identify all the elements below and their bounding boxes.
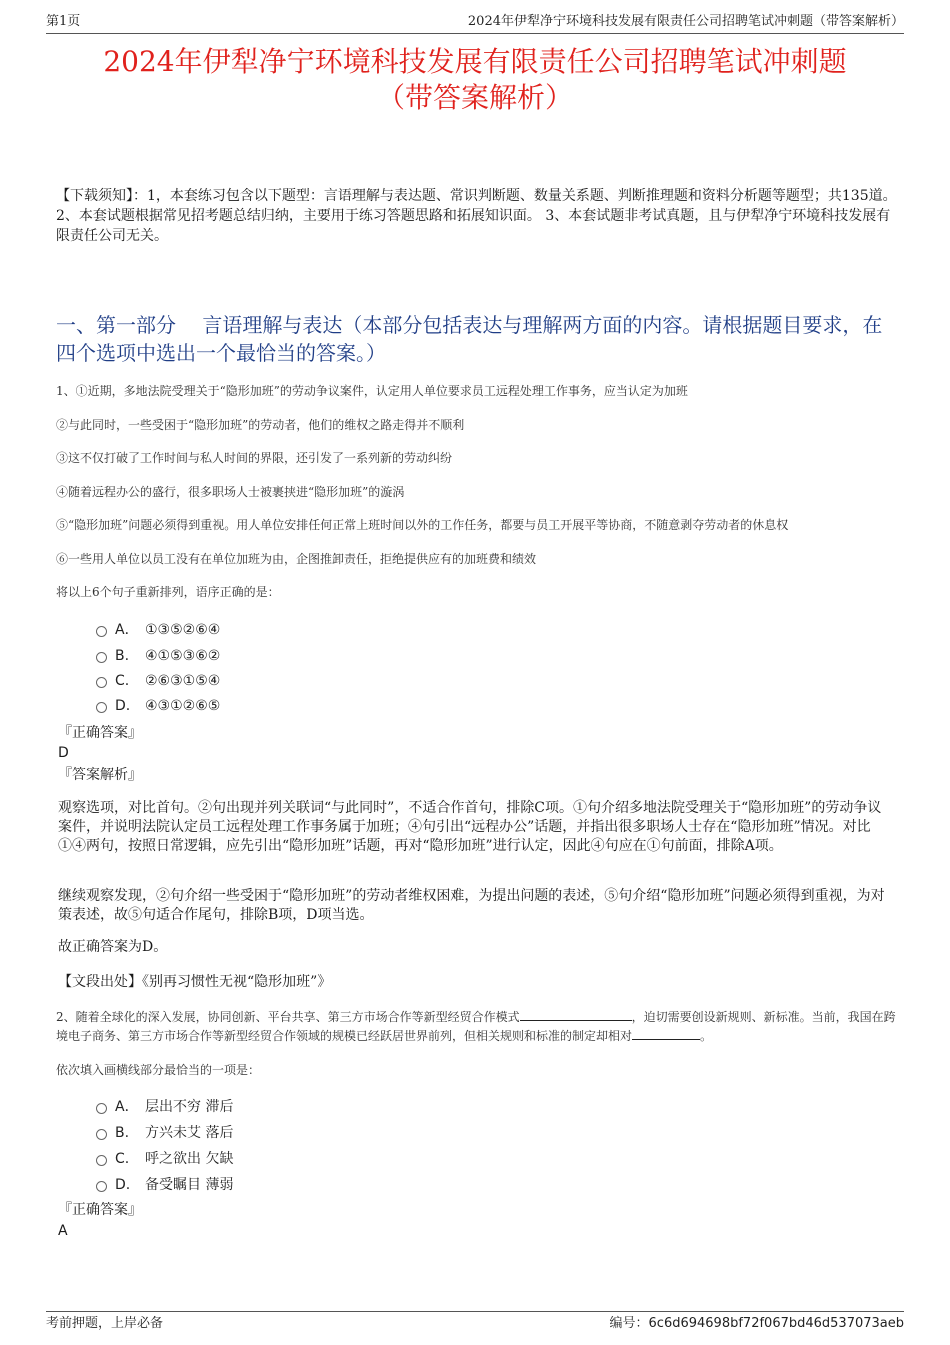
q1-analysis-paragraph-1: 观察选项，对比首句。②句出现并列关联词“与此同时”，不适合作首句，排除C项。①句介绍多地法院受理关于“隐形加班”的劳动争议案件，并说明法院认定员工远程处理工作事务属于加班；④句引出“远程办公”话题，并指出很多职场人士存在“隐形加班”情况。对比①④两句，按照日常逻辑，应先引出“隐形加班”话题，再对“隐形加班”进行认定，因此④句应在①句前面，排除A项。 xyxy=(58,800,882,854)
q2-prompt: 依次填入画横线部分最恰当的一项是： xyxy=(56,1063,261,1077)
radio-icon[interactable] xyxy=(96,626,107,637)
q2-answer-label: 『正确答案』 xyxy=(58,1202,142,1218)
q1-analysis-label: 『答案解析』 xyxy=(58,767,142,783)
q2-blank-2 xyxy=(632,1027,700,1040)
q1-source: 【文段出处】《别再习惯性无视“隐形加班”》 xyxy=(58,974,332,990)
option-letter: C. xyxy=(115,1151,130,1167)
q1-prompt: 将以上6个句子重新排列，语序正确的是： xyxy=(56,585,280,599)
radio-icon[interactable] xyxy=(96,1181,107,1192)
page-footer xyxy=(46,1311,904,1334)
q1-analysis-paragraph-3: 故正确答案为D。 xyxy=(58,939,168,955)
q1-analysis-paragraph-2: 继续观察发现，②句介绍一些受困于“隐形加班”的劳动者维权困难，为提出问题的表述，⑤句介绍“隐形加班”问题必须得到重视，为对策表述，故⑤句适合作尾句，排除B项，D项当选。 xyxy=(58,888,885,923)
radio-icon[interactable] xyxy=(96,1155,107,1166)
option-letter: D. xyxy=(115,698,131,714)
q2-option-c[interactable] xyxy=(96,1149,233,1169)
option-letter: B. xyxy=(115,1125,130,1141)
q1-option-c[interactable] xyxy=(96,671,220,691)
page-header xyxy=(46,13,904,34)
q1-sentence-1: 1、①近期，多地法院受理关于“隐形加班”的劳动争议案件，认定用人单位要求员工远程处理工作事务，应当认定为加班 xyxy=(56,384,688,398)
footer-code-label: 编号： xyxy=(609,1316,649,1331)
radio-icon[interactable] xyxy=(96,652,107,663)
q1-option-b[interactable] xyxy=(96,646,220,666)
radio-icon[interactable] xyxy=(96,702,107,713)
q1-sentence-5: ⑤“隐形加班”问题必须得到重视。用人单位安排任何正常上班时间以外的工作任务，都要与员工开展平等协商，不随意剥夺劳动者的休息权 xyxy=(56,518,789,532)
q2-blank-1 xyxy=(520,1008,632,1021)
document-title-line2: （带答案解析） xyxy=(376,81,573,114)
q2-option-b[interactable] xyxy=(96,1123,233,1143)
option-text: 层出不穷 滞后 xyxy=(145,1099,234,1115)
document-title xyxy=(20,44,930,116)
option-text: ②⑥③①⑤④ xyxy=(145,673,221,689)
radio-icon[interactable] xyxy=(96,1129,107,1140)
q1-sentence-4: ④随着远程办公的盛行，很多职场人士被裹挟进“隐形加班”的漩涡 xyxy=(56,485,405,499)
footer-code-value: 6c6d694698bf72f067bd46d537073aeb xyxy=(648,1316,904,1331)
q2-stem-part3: 。 xyxy=(700,1029,713,1043)
q2-stem-part1: 2、随着全球化的深入发展，协同创新、平台共享、第三方市场合作等新型经贸合作模式 xyxy=(56,1010,520,1024)
footer-slogan: 考前押题，上岸必备 xyxy=(46,1316,164,1331)
option-text: ①③⑤②⑥④ xyxy=(145,622,221,638)
footer-code xyxy=(610,1314,904,1334)
q1-sentence-2: ②与此同时，一些受困于“隐形加班”的劳动者，他们的维权之路走得并不顺利 xyxy=(56,418,465,432)
option-letter: B. xyxy=(115,648,130,664)
q1-sentence-3: ③这不仅打破了工作时间与私人时间的界限，还引发了一系列新的劳动纠纷 xyxy=(56,451,453,465)
section-title: 一、第一部分 言语理解与表达（本部分包括表达与理解两方面的内容。请根据题目要求，在四个选项中选出一个最恰当的答案。） xyxy=(56,313,883,365)
option-text: 呼之欲出 欠缺 xyxy=(145,1151,234,1167)
q1-option-a[interactable] xyxy=(96,620,220,640)
header-doc-title: 2024年伊犁净宁环境科技发展有限责任公司招聘笔试冲刺题（带答案解析） xyxy=(467,14,904,29)
option-text: 备受瞩目 薄弱 xyxy=(145,1177,234,1193)
option-text: ④①⑤③⑥② xyxy=(145,648,221,664)
download-notice: 【下载须知】：1，本套练习包含以下题型：言语理解与表达题、常识判断题、数量关系题、判断推理题和资料分析题等题型；共135道。 2、本套试题根据常见招考题总结归纳，主要用于练习答题思路和拓展知识面。 3、本套试题非考试真题，且与伊犁净宁环境科技发展有限责任公司无关。 xyxy=(56,188,897,244)
q2-stem xyxy=(56,1008,898,1046)
option-letter: A． xyxy=(115,1099,139,1115)
q2-stem-part2: ，迫切需要创设新规则、新标准。当前，我国在跨境电子商务、第三方市场合作等新型经贸合作领域的规模已经跃居世界前列，但相关规则和标准的制定却相对 xyxy=(56,1010,896,1043)
radio-icon[interactable] xyxy=(96,1103,107,1114)
option-letter: A． xyxy=(115,622,139,638)
option-text: 方兴未艾 落后 xyxy=(145,1125,234,1141)
q1-answer: D xyxy=(58,745,69,761)
option-letter: D. xyxy=(115,1177,131,1193)
page-number: 第1页 xyxy=(46,14,81,29)
document-title-line1: 2024年伊犁净宁环境科技发展有限责任公司招聘笔试冲刺题 xyxy=(103,45,847,78)
option-text: ④③①②⑥⑤ xyxy=(145,698,221,714)
q1-answer-label: 『正确答案』 xyxy=(58,725,142,741)
q2-option-a[interactable] xyxy=(96,1097,233,1117)
radio-icon[interactable] xyxy=(96,677,107,688)
q1-sentence-6: ⑥一些用人单位以员工没有在单位加班为由，企图推卸责任，拒绝提供应有的加班费和绩效 xyxy=(56,552,537,566)
option-letter: C. xyxy=(115,673,130,689)
q2-answer: A xyxy=(58,1223,68,1239)
q2-option-d[interactable] xyxy=(96,1175,233,1195)
q1-option-d[interactable] xyxy=(96,696,220,716)
